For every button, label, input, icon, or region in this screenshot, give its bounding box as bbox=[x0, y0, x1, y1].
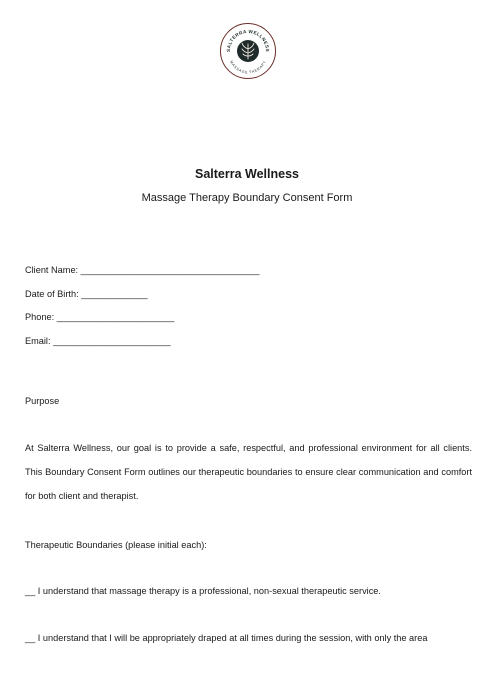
phone-label: Phone: bbox=[25, 312, 55, 322]
email-blank[interactable]: _______________________ bbox=[53, 336, 171, 346]
date-of-birth-label: Date of Birth: bbox=[25, 289, 79, 299]
document-title: Salterra Wellness bbox=[195, 167, 299, 181]
purpose-paragraph: At Salterra Wellness, our goal is to provide a safe, respectful, and professional environment for all clients. This Boundary Consent Form outlines our therapeutic boundaries to ensure clear communication and comfort for both client and therapist. bbox=[25, 443, 472, 501]
phone-blank[interactable]: _______________________ bbox=[56, 312, 175, 322]
boundary-item: __ I understand that massage therapy is a professional, non-sexual therapeutic service. bbox=[25, 586, 381, 596]
client-name-label: Client Name: bbox=[25, 265, 79, 275]
document-subtitle: Massage Therapy Boundary Consent Form bbox=[141, 192, 353, 204]
logo-text-top: SALTERRA WELLNESS bbox=[225, 28, 271, 53]
client-name-field[interactable] bbox=[25, 265, 260, 275]
client-name-blank[interactable]: ___________________________________ bbox=[80, 265, 260, 275]
purpose-heading: Purpose bbox=[25, 396, 60, 406]
email-field[interactable] bbox=[25, 336, 171, 346]
logo-text-bottom: MASSAGE THERAPY bbox=[229, 60, 267, 75]
boundaries-heading: Therapeutic Boundaries (please initial each): bbox=[25, 540, 207, 550]
email-label: Email: bbox=[25, 336, 51, 346]
salterra-wellness-logo bbox=[219, 22, 277, 80]
date-of-birth-field[interactable] bbox=[25, 289, 148, 299]
boundary-item: __ I understand that I will be appropriately draped at all times during the session, with only the area bbox=[25, 633, 428, 643]
phone-field[interactable] bbox=[25, 312, 174, 322]
date-of-birth-blank[interactable]: _____________ bbox=[81, 289, 148, 299]
